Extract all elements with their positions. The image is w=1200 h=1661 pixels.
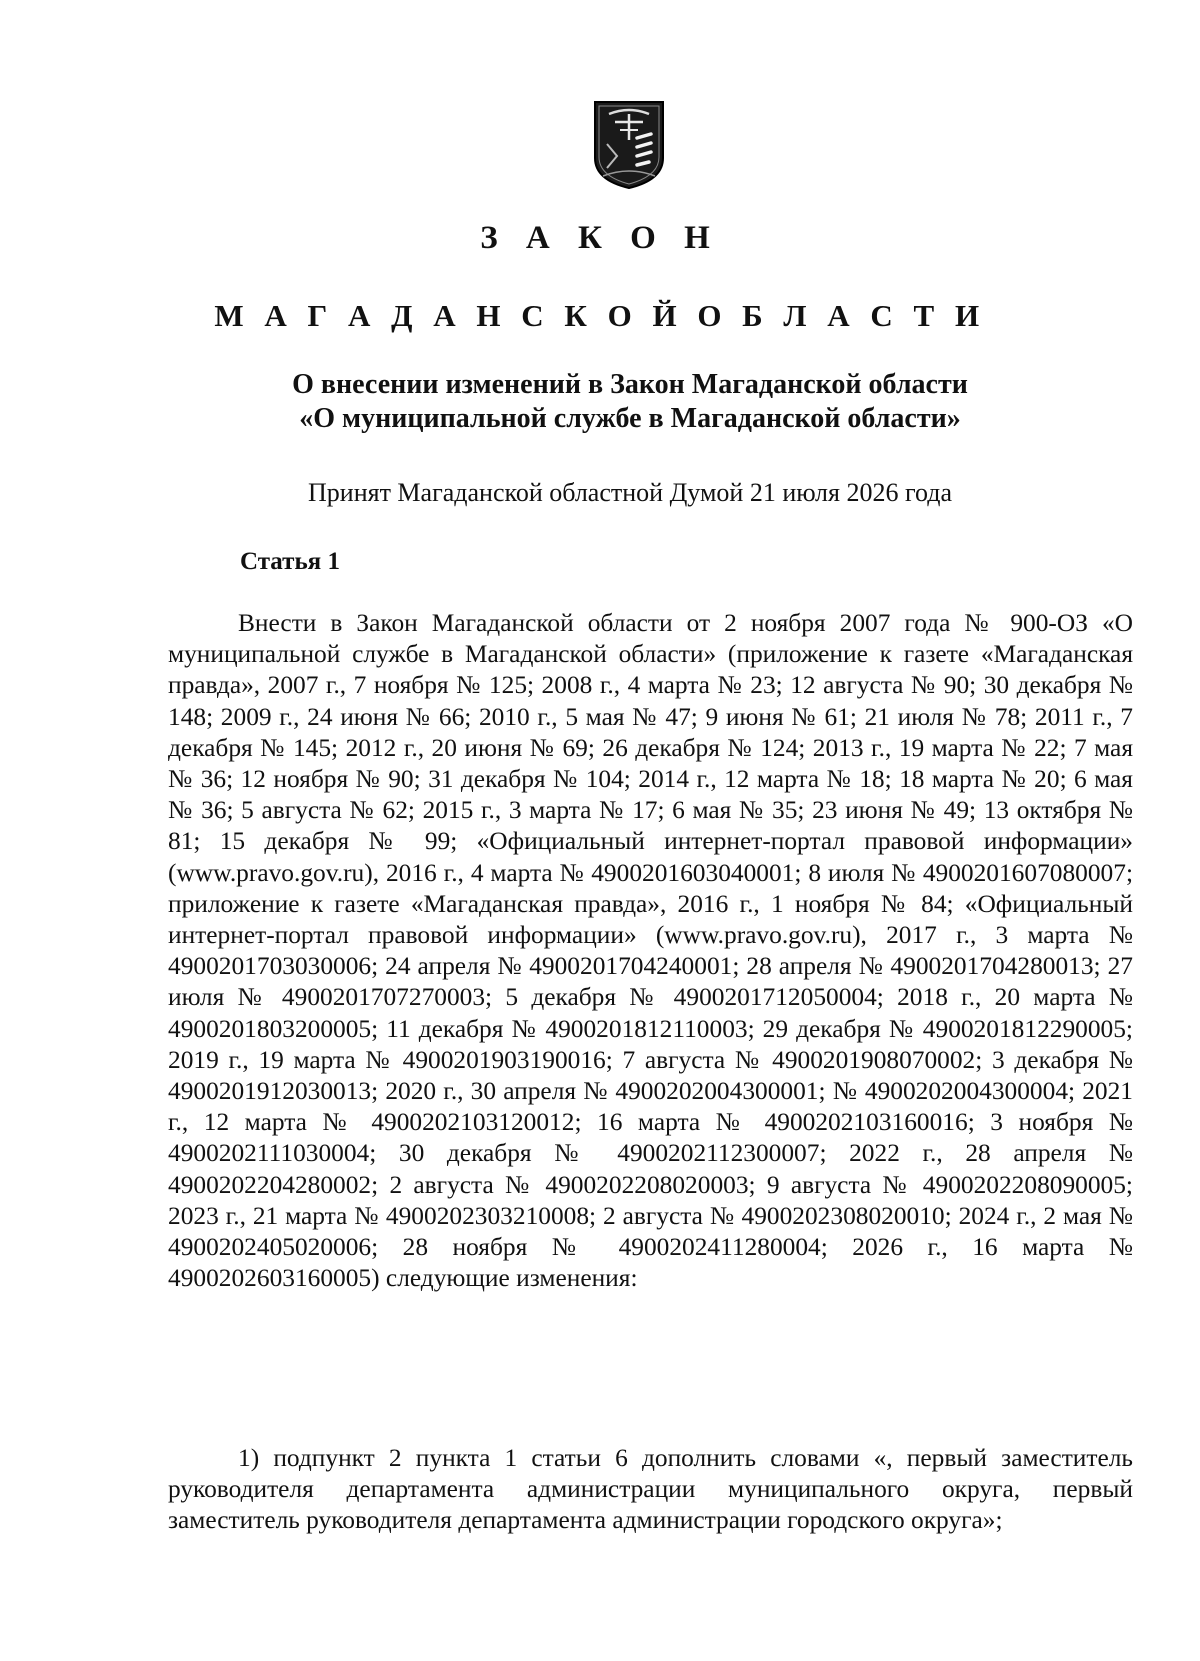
adoption-note: Принят Магаданской областной Думой 21 июля 2026 года (308, 478, 952, 507)
document-subtitle (200, 368, 1060, 436)
document-region: М А Г А Д А Н С К О Й О Б Л А С Т И (214, 298, 986, 333)
subtitle-line-1: О внесении изменений в Закон Магаданской области (292, 369, 968, 400)
article-title: Статья 1 (240, 548, 340, 575)
document-heading: З А К О Н (480, 220, 720, 256)
coat-of-arms-icon (593, 100, 665, 190)
subtitle-line-2: «О муниципальной службе в Магаданской области» (299, 403, 961, 434)
amendment-item-1: 1) подпункт 2 пункта 1 статьи 6 дополнить словами «, первый заместитель руководителя департамента администрации муниципального округа, первый заместитель руководителя департамента администрации городского округа»; (168, 1444, 1133, 1535)
article-body-paragraph: Внести в Закон Магаданской области от 2 ноября 2007 года № 900-ОЗ «О муниципальной службе в Магаданской области» (приложение к газете «Магаданская правда», 2007 г., 7 ноября № 125; 2008 г., 4 марта № 23; 12 августа № 90; 30 декабря № 148; 2009 г., 24 июня № 66; 2010 г., 5 мая № 47; 9 июня № 61; 21 июля № 78; 2011 г., 7 декабря № 145; 2012 г., 20 июня № 69; 26 декабря № 124; 2013 г., 19 марта № 22; 7 мая № 36; 12 ноября № 90; 31 декабря № 104; 2014 г., 12 марта № 18; 18 марта № 20; 6 мая № 36; 5 августа № 62; 2015 г., 3 марта № 17; 6 мая № 35; 23 июня № 49; 13 октября № 81; 15 декабря № 99; «Официальный интернет-портал правовой информации» (www.pravo.gov.ru), 2016 г., 4 марта № 4900201603040001; 8 июля № 4900201607080007; приложение к газете «Магаданская правда», 2016 г., 1 ноября № 84; «Официальный интернет-портал правовой информации» (www.pravo.gov.ru), 2017 г., 3 марта № 4900201703030006; 24 апреля № 4900201704240001; 28 апреля № 4900201704280013; 27 июля № 4900201707270003; 5 декабря № 4900201712050004; 2018 г., 20 марта № 4900201803200005; 11 декабря № 4900201812110003; 29 декабря № 4900201812290005; 2019 г., 19 марта № 4900201903190016; 7 августа № 4900201908070002; 3 декабря № 4900201912030013; 2020 г., 30 апреля № 4900202004300001; № 4900202004300004; 2021 г., 12 марта № 4900202103120012; 16 марта № 4900202103160016; 3 ноября № 4900202111030004; 30 декабря № 4900202112300007; 2022 г., 28 апреля № 4900202204280002; 2 августа № 4900202208020003; 9 августа № 4900202208090005; 2023 г., 21 марта № 4900202303210008; 2 августа № 4900202308020010; 2024 г., 2 мая № 4900202405020006; 28 ноября № 4900202411280004; 2026 г., 16 марта № 4900202603160005) следующие изменения: (168, 609, 1133, 1293)
